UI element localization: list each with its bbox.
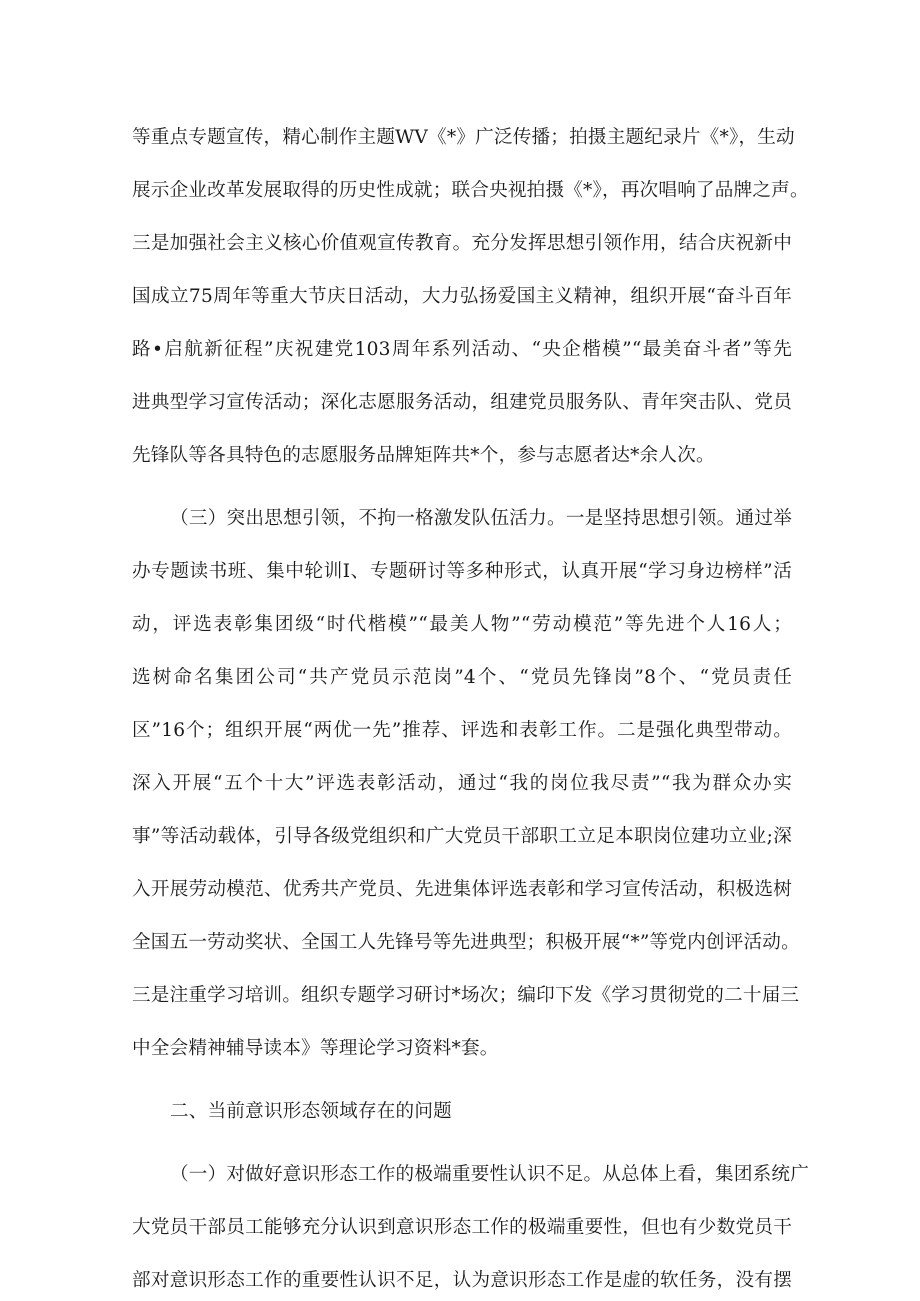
paragraph-first-line: （三）突出思想引领，不拘一格激发队伍活力。一是坚持思想引领。通过举 [170,508,792,529]
paragraph-first-line: （一）对做好意识形态工作的极端重要性认识不足。从总体上看，集团系统广 [170,1164,809,1185]
text-line: 中全会精神辅导读本》等理论学习资料*套。 [132,1038,499,1059]
text-line: 大党员干部员工能够充分认识到意识形态工作的极端重要性，但也有少数党员干 [132,1217,792,1238]
text-line: 入开展劳动模范、优秀共产党员、先进集体评选表彰和学习宣传活动，积极选树 [132,879,792,900]
text-line: 路•启航新征程”庆祝建党103周年系列活动、“央企楷模”“最美奋斗者”等先 [132,339,792,360]
text-line: 动，评选表彰集团级“时代楷模”“最美人物”“劳动模范”等先进个人16人； [132,614,792,635]
text-line: 进典型学习宣传活动；深化志愿服务活动，组建党员服务队、青年突击队、党员 [132,392,792,413]
text-line: 区”16个；组织开展“两优一先”推荐、评选和表彰工作。二是强化典型带动。 [132,720,792,741]
text-line: 全国五一劳动奖状、全国工人先锋号等先进典型；积极开展“*”等党内创评活动。 [132,932,800,953]
text-line: 办专题读书班、集中轮训Ⅰ、专题研讨等多种形式，认真开展“学习身边榜样”活 [132,561,792,582]
text-line: 三是加强社会主义核心价值观宣传教育。充分发挥思想引领作用，结合庆祝新中 [132,233,792,254]
text-line: 选树命名集团公司“共产党员示范岗”4个、“党员先锋岗”8个、“党员责任 [132,667,792,688]
section-heading: 二、当前意识形态领域存在的问题 [170,1101,452,1122]
text-line: 展示企业改革发展取得的历史性成就；联合央视拍摄《*》，再次唱响了品牌之声。 [132,180,809,201]
text-line: 三是注重学习培训。组织专题学习研讨*场次；编印下发《学习贯彻党的二十届三 [132,985,800,1006]
text-line: 国成立75周年等重大节庆日活动，大力弘扬爱国主义精神，组织开展“奋斗百年 [132,286,792,307]
text-line: 先锋队等各具特色的志愿服务品牌矩阵共*个，参与志愿者达*余人次。 [132,445,715,466]
text-line: 部对意识形态工作的重要性认识不足，认为意识形态工作是虚的软任务，没有摆 [132,1270,792,1291]
text-line: 等重点专题宣传，精心制作主题WV《*》广泛传播；拍摄主题纪录片《*》，生动 [132,127,795,148]
text-line: 事”等活动载体，引导各级党组织和广大党员干部职工立足本职岗位建功立业;深 [132,826,792,847]
text-line: 深入开展“五个十大”评选表彰活动，通过“我的岗位我尽责”“我为群众办实 [132,773,792,794]
